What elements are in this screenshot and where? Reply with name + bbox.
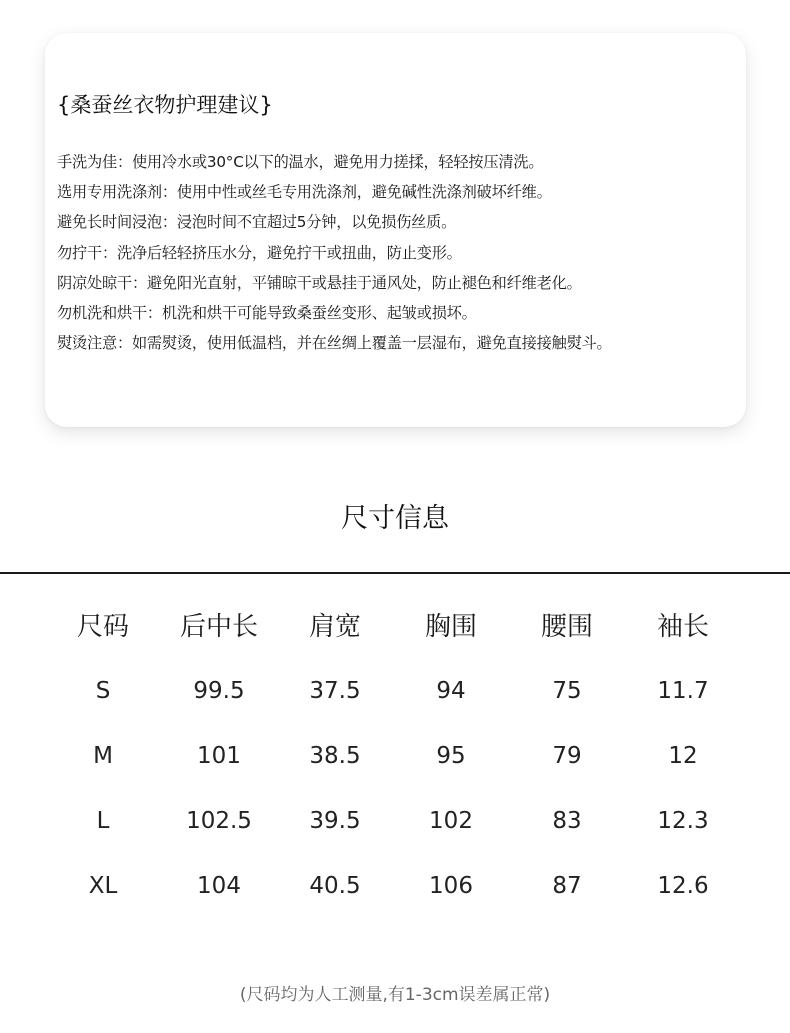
care-tip: 勿机洗和烘干：机洗和烘干可能导致桑蚕丝变形、起皱或损坏。 <box>57 303 477 322</box>
table-cell: 37.5 <box>309 677 361 704</box>
size-table <box>45 590 741 918</box>
divider <box>0 572 790 574</box>
table-row <box>45 788 741 853</box>
table-cell: L <box>96 807 110 834</box>
table-cell: 87 <box>552 872 582 899</box>
header-cell: 肩宽 <box>308 611 361 642</box>
table-cell: 83 <box>552 807 582 834</box>
header-cell: 袖长 <box>656 611 709 642</box>
table-row <box>45 853 741 918</box>
care-tip: 选用专用洗涤剂：使用中性或丝毛专用洗涤剂，避免碱性洗涤剂破坏纤维。 <box>57 183 552 202</box>
table-cell: 99.5 <box>193 677 245 704</box>
table-cell: 95 <box>436 742 466 769</box>
table-cell: XL <box>88 872 118 899</box>
table-cell: 102.5 <box>186 807 252 834</box>
table-cell: 106 <box>429 872 473 899</box>
care-tip: 阴凉处晾干：避免阳光直射，平铺晾干或悬挂于通风处，防止褪色和纤维老化。 <box>57 273 582 292</box>
table-cell: 40.5 <box>309 872 361 899</box>
table-cell: S <box>95 677 111 704</box>
table-cell: 94 <box>436 677 466 704</box>
table-cell: 79 <box>552 742 582 769</box>
table-row <box>45 658 741 723</box>
header-cell: 后中长 <box>179 611 258 642</box>
table-cell: 75 <box>552 677 582 704</box>
care-tips-list <box>57 147 743 358</box>
care-tip: 熨烫注意：如需熨烫，使用低温档，并在丝绸上覆盖一层湿布，避免直接接触熨斗。 <box>57 334 612 353</box>
table-cell: 104 <box>197 872 241 899</box>
header-cell: 腰围 <box>540 611 593 642</box>
header-cell: 胸围 <box>424 611 477 642</box>
table-cell: 12.3 <box>657 807 709 834</box>
table-cell: 102 <box>429 807 473 834</box>
measurement-note: (尺码均为人工测量,有1-3cm误差属正常) <box>239 985 551 1005</box>
size-section-title: 尺寸信息 <box>341 503 449 534</box>
table-cell: 39.5 <box>309 807 361 834</box>
table-cell: 38.5 <box>309 742 361 769</box>
care-card-title: {桑蚕丝衣物护理建议} <box>57 93 273 117</box>
care-card <box>45 33 746 427</box>
table-cell: 12.6 <box>657 872 709 899</box>
table-row <box>45 723 741 788</box>
table-cell: 101 <box>197 742 241 769</box>
table-header-row <box>45 590 741 658</box>
care-tip: 避免长时间浸泡：浸泡时间不宜超过5分钟，以免损伤丝质。 <box>57 213 457 232</box>
care-tip: 手洗为佳：使用冷水或30°C以下的温水，避免用力搓揉，轻轻按压清洗。 <box>57 153 544 171</box>
care-tip: 勿拧干：洗净后轻轻挤压水分，避免拧干或扭曲，防止变形。 <box>57 243 462 262</box>
table-cell: M <box>93 742 113 769</box>
table-cell: 12 <box>668 742 698 769</box>
header-cell: 尺码 <box>76 611 129 642</box>
table-cell: 11.7 <box>657 677 709 704</box>
